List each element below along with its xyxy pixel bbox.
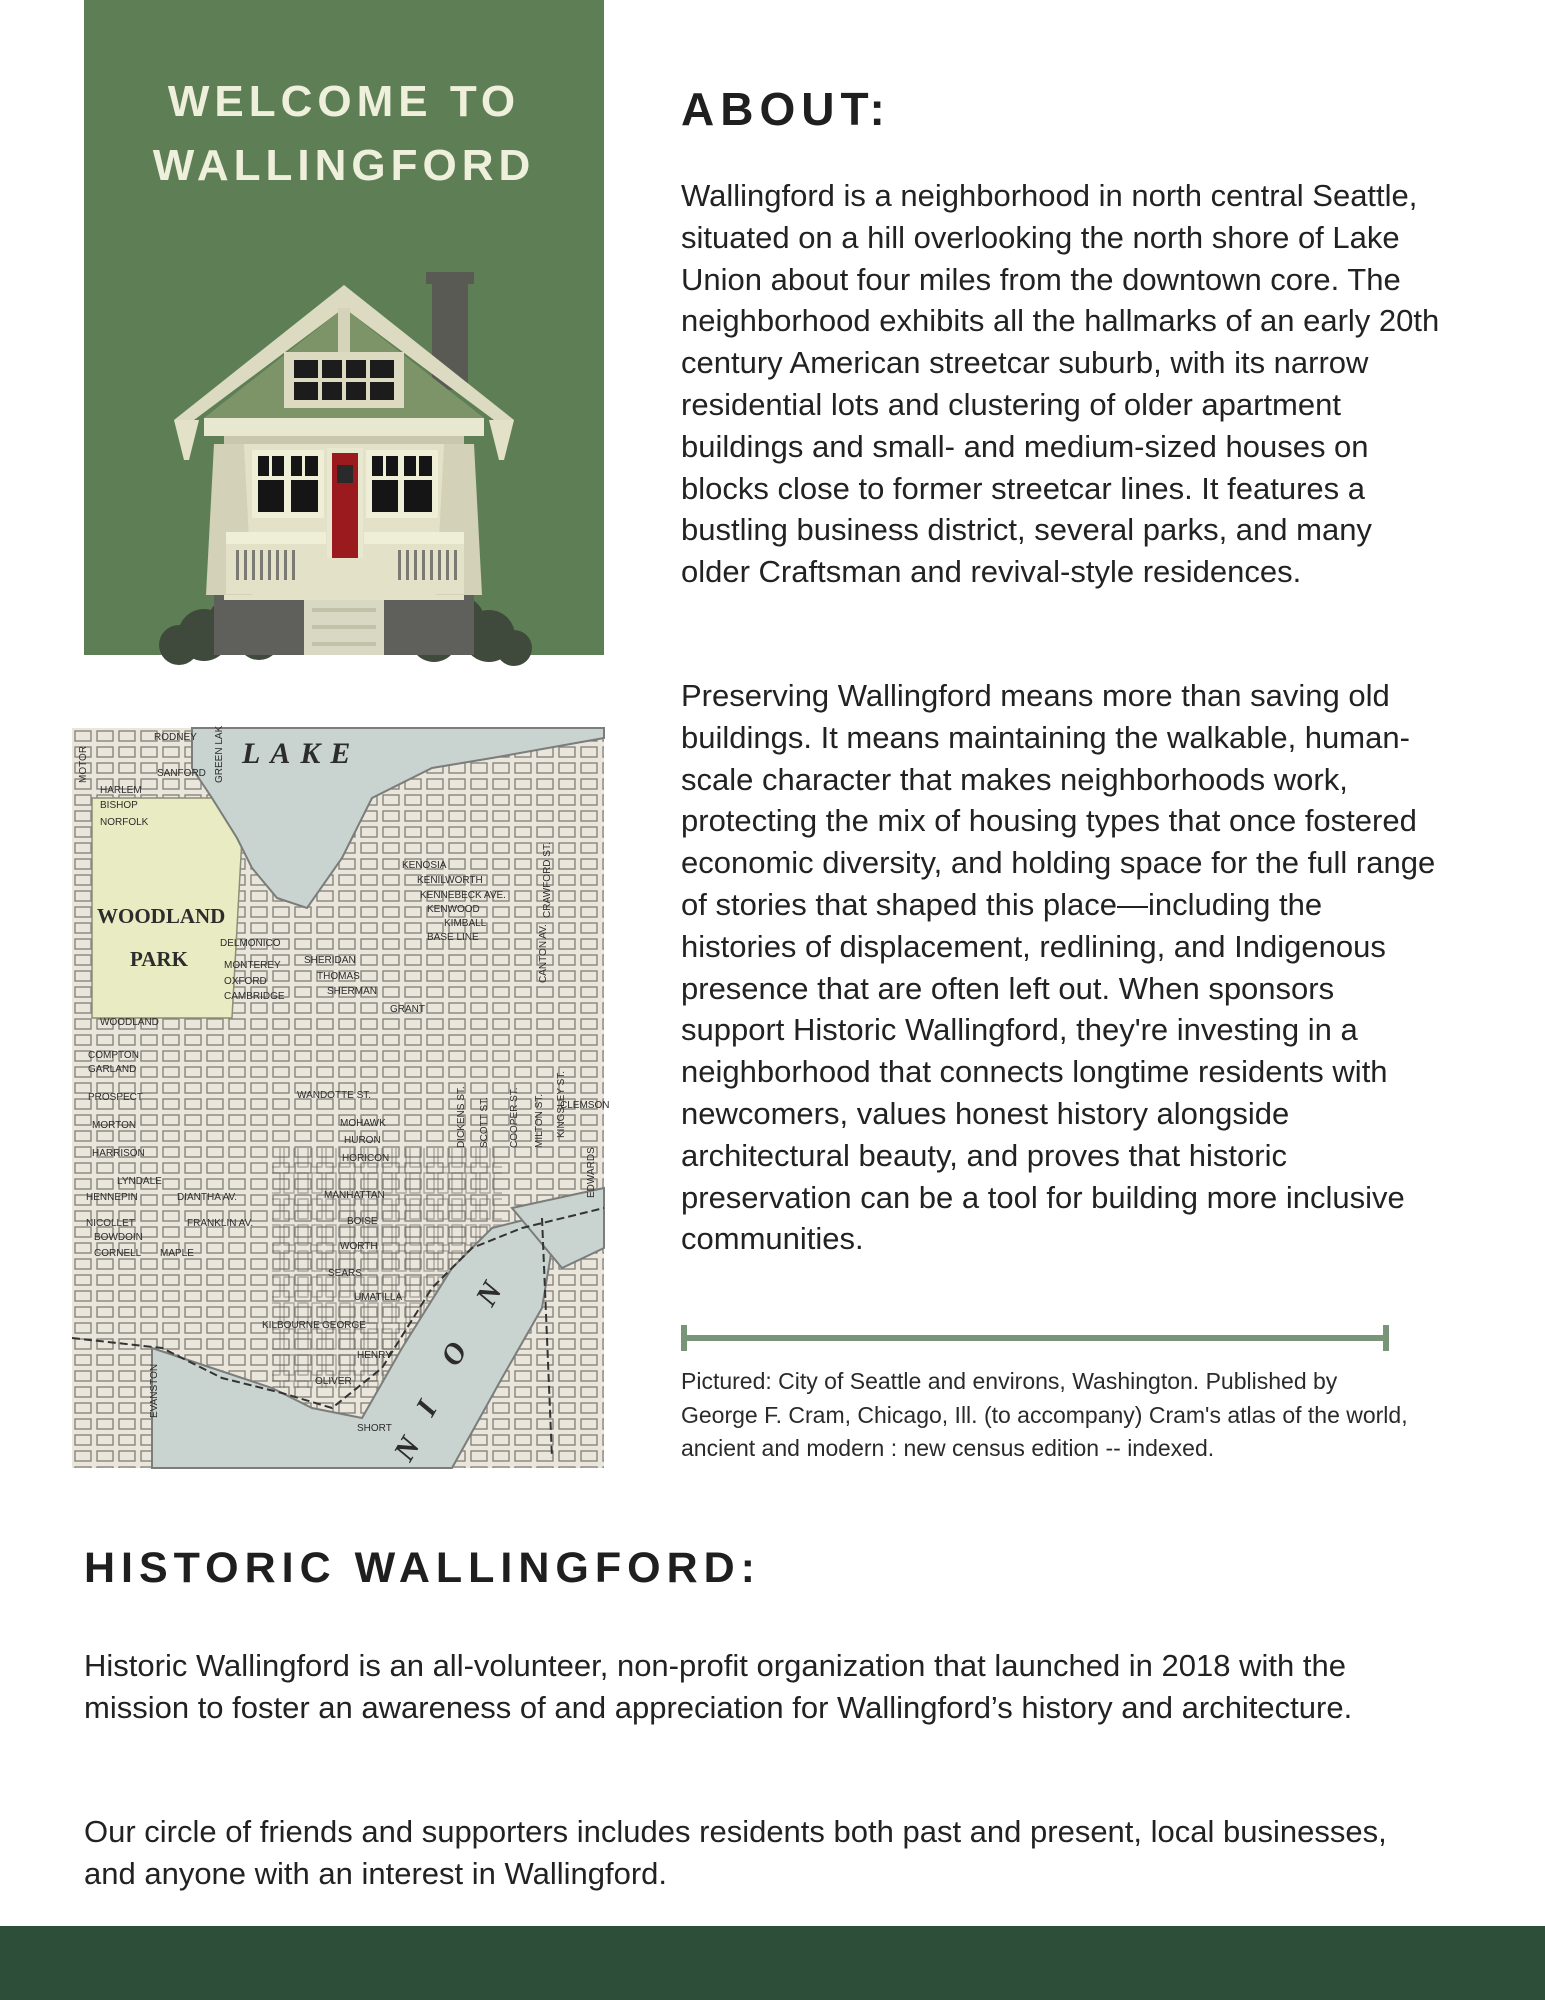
map-label-lake: LAKE [242,737,361,770]
map-label-woodland: WOODLAND [97,904,226,928]
map-label-woodland-ave: WOODLAND [100,1017,159,1028]
map-label-kennebeck: KENNEBECK AVE. [420,890,506,901]
footer-band [0,1926,1545,2000]
map-label-cambridge: CAMBRIDGE [224,991,285,1002]
map-label-clemson: CLEMSON [560,1100,610,1111]
historic-map [72,725,610,1468]
map-label-monterey: MONTEREY [224,960,281,971]
map-label-bowdoin: BOWDOIN [94,1232,143,1243]
map-label-morton: MORTON [92,1120,137,1131]
map-label-rodney: RODNEY [154,732,197,743]
map-label-manhattan: MANHATTAN [324,1190,385,1201]
map-label-canton: CANTON AV. [538,924,549,983]
welcome-panel [84,0,604,655]
map-label-wandotte: WANDOTTE ST. [297,1090,372,1101]
map-label-union-o: O [434,1336,474,1372]
map-label-sanford: SANFORD [157,768,206,779]
historic-paragraph-2: Our circle of friends and supporters includes residents both past and present, local businesses, and anyone with an interest in Wallingford. [84,1814,1387,1891]
map-label-motor: MOTOR [78,745,89,783]
about-paragraph-2: Preserving Wallingford means more than saving old buildings. It means maintaining the walkable, human-scale character that makes neighborhoods work, protecting the mix of housing types that once fostered economic diversity, and holding space for the full range of stories that shaped this place—including the histories of displacement, redlining, and Indigenous presence that are often left out. When sponsors support Historic Wallingford, they're investing in a neighborhood that connects longtime residents with newcomers, values honest history alongside architectural beauty, and proves that historic preservation can be a tool for building more inclusive communities. [681,678,1436,1257]
map-label-kimball: KIMBALL [444,918,487,929]
map-label-kenwood: KENWOOD [427,904,480,915]
map-label-dickens: DICKENS ST. [456,1086,467,1148]
map-label-prospect: PROSPECT [88,1092,144,1103]
welcome-heading [84,70,604,198]
map-label-thomas: THOMAS [317,971,360,982]
map-label-oxford: OXFORD [224,976,267,987]
map-label-kilbourne: KILBOURNE [262,1320,320,1331]
map-label-sherman: SHERMAN [327,986,378,997]
map-label-crawford: CRAWFORD ST. [542,842,553,918]
map-label-edwards: EDWARDS [586,1147,597,1198]
map-label-milton: MILTON ST. [534,1093,545,1148]
map-label-worth: WORTH [340,1241,378,1252]
map-label-compton: COMPTON [88,1050,139,1061]
map-label-boise: BOISE [347,1216,378,1227]
map-label-norfolk: NORFOLK [100,817,149,828]
welcome-line-1: WELCOME TO [167,77,521,126]
map-label-baseline: BASE LINE [427,932,479,943]
about-paragraph-1: Wallingford is a neighborhood in north central Seattle, situated on a hill overlooking the north shore of Lake Union about four miles from the downtown core. The neighborhood exhibits all the hallmarks of an early 20th century American streetcar suburb, with its narrow residential lots and clustering of older apartment buildings and small- and medium-sized houses on blocks close to former streetcar lines. It features a bustling business district, several parks, and many older Craftsman and revival-style residences. [681,178,1440,590]
map-label-garland: GARLAND [88,1064,137,1075]
craftsman-house-illustration [134,250,554,655]
map-label-sheridan: SHERIDAN [304,955,356,966]
map-label-union-n: N [469,1276,509,1312]
map-label-grant: GRANT [390,1004,425,1015]
historic-heading: HISTORIC WALLINGFORD: [84,1544,762,1592]
map-label-george: GEORGE [322,1320,366,1331]
map-label-harrison: HARRISON [92,1148,145,1159]
map-label-horicon: HORICON [342,1153,390,1164]
map-label-evanston: EVANSTON [149,1363,160,1418]
map-label-hennepin: HENNEPIN [86,1192,138,1203]
map-label-scott: SCOTT ST. [479,1097,490,1148]
about-heading: ABOUT: [681,83,891,135]
map-label-kenosia: KENOSIA [402,860,447,871]
map-label-kingsley: KINGSLEY ST. [556,1070,567,1138]
map-label-lyndale: LYNDALE [117,1176,162,1187]
map-label-umatilla: UMATILLA [354,1292,403,1303]
map-label-franklin: FRANKLIN AV. [187,1218,254,1229]
map-drawing [72,725,610,1468]
map-label-short: SHORT [357,1423,392,1434]
map-label-cornell: CORNELL [94,1248,142,1259]
map-label-kenilworth: KENILWORTH [417,875,483,886]
map-label-park: PARK [130,947,188,971]
map-label-green-lake: GREEN LAK [214,725,225,783]
map-label-union-i: I [409,1394,444,1422]
map-label-cooper: COOPER ST. [509,1087,520,1148]
map-label-oliver: OLIVER [315,1376,352,1387]
map-label-bishop: BISHOP [100,800,138,811]
map-label-sears: SEARS [328,1268,362,1279]
map-label-huron: HURON [344,1135,381,1146]
map-label-nicollet: NICOLLET [86,1218,135,1229]
map-caption: Pictured: City of Seattle and environs, Washington. Published by George F. Cram, Chicago, Ill. (to accompany) Cram's atlas of the world, ancient and modern : new census edition -- indexed. [681,1368,1408,1461]
historic-paragraph-1: Historic Wallingford is an all-volunteer, non-profit organization that launched in 2018 with the mission to foster an awareness of and appreciation for Wallingford’s history and architecture. [84,1648,1353,1725]
map-label-union-n2: N [387,1431,427,1467]
map-label-mohawk: MOHAWK [340,1118,386,1129]
welcome-line-2: WALLINGFORD [152,141,536,190]
map-label-maple: MAPLE [160,1248,194,1259]
map-label-harlem: HARLEM [100,785,142,796]
map-label-diantha: DIANTHA AV. [177,1192,238,1203]
map-label-delmonico: DELMONICO [220,938,281,949]
map-label-henry: HENRY [357,1350,392,1361]
section-divider [681,1325,1391,1351]
